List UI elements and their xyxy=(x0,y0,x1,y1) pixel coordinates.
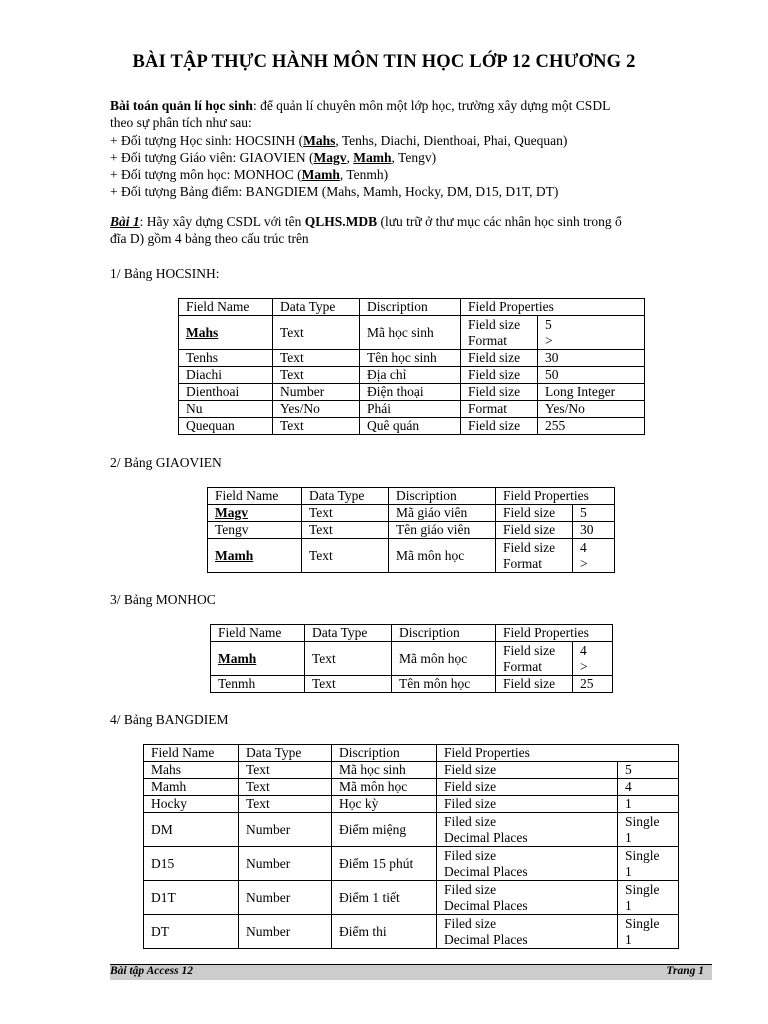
description: Phái xyxy=(360,401,461,418)
property-value: 5 xyxy=(573,505,615,522)
table-bangdiem xyxy=(143,744,679,949)
property-name: Field size xyxy=(461,350,538,367)
description: Điểm thi xyxy=(332,915,437,949)
data-type: Text xyxy=(239,779,332,796)
prop: Field size xyxy=(468,316,521,332)
data-type: Text xyxy=(239,796,332,813)
data-type: Text xyxy=(305,642,392,676)
val: 4 xyxy=(580,642,587,658)
data-type: Text xyxy=(239,762,332,779)
field-name: Mamh xyxy=(144,779,239,796)
intro-lead-rest: : để quản lí chuyên môn một lớp học, trường xây dựng một CSDL xyxy=(252,98,611,113)
header-cell: Data Type xyxy=(302,488,389,505)
data-type: Text xyxy=(273,350,360,367)
property-name xyxy=(496,539,573,573)
table-header-row xyxy=(208,488,615,505)
property-value xyxy=(618,915,679,949)
data-type: Number xyxy=(239,915,332,949)
intro-line-2: theo sự phân tích như sau: xyxy=(110,115,252,131)
text: + Đối tượng Giáo viên: GIAOVIEN ( xyxy=(110,149,314,165)
description: Quê quán xyxy=(360,418,461,435)
header-cell: Field Name xyxy=(211,625,305,642)
table-row xyxy=(144,881,679,915)
text: , Tengv) xyxy=(391,149,437,165)
property-value: 25 xyxy=(573,676,613,693)
field-name: DM xyxy=(144,813,239,847)
field-name: Diachi xyxy=(179,367,273,384)
table-row xyxy=(211,642,613,676)
description: Tên môn học xyxy=(392,676,496,693)
val: 1 xyxy=(625,931,632,947)
intro-lead: Bài toán quản lí học sinh xyxy=(110,98,253,113)
description: Mã môn học xyxy=(392,642,496,676)
text: (lưu trữ ở thư mục các nhân học sinh trong ổ xyxy=(377,214,622,229)
property-value xyxy=(538,316,645,350)
field-name: D15 xyxy=(144,847,239,881)
data-type: Text xyxy=(302,522,389,539)
val: 5 xyxy=(545,316,552,332)
primary-key: Mamh xyxy=(301,167,340,183)
data-type: Text xyxy=(273,316,360,350)
val: 1 xyxy=(625,829,632,845)
field-name: D1T xyxy=(144,881,239,915)
header-cell: Data Type xyxy=(273,299,360,316)
field-name: Mahs xyxy=(144,762,239,779)
property-value xyxy=(573,642,613,676)
property-value: 4 xyxy=(618,779,679,796)
val: Single xyxy=(625,915,660,931)
property-value: Yes/No xyxy=(538,401,645,418)
text: + Đối tượng Học sinh: HOCSINH ( xyxy=(110,132,304,148)
description: Điểm 1 tiết xyxy=(332,881,437,915)
intro-hocsinh xyxy=(110,132,710,149)
primary-key: Mamh xyxy=(353,149,392,165)
table-row xyxy=(208,539,615,573)
section-monhoc: 3/ Bảng MONHOC xyxy=(110,592,216,607)
table-row xyxy=(179,350,645,367)
description: Học kỳ xyxy=(332,796,437,813)
data-type: Number xyxy=(239,813,332,847)
property-name: Field size xyxy=(437,779,618,796)
property-name xyxy=(437,813,618,847)
field-name: Mahs xyxy=(179,316,273,350)
property-name: Field size xyxy=(461,367,538,384)
text: , xyxy=(346,149,354,165)
property-name: Field size xyxy=(496,676,573,693)
table-header-row xyxy=(144,745,679,762)
table-row xyxy=(179,384,645,401)
header-cell: Field Properties xyxy=(496,625,613,642)
table-hocsinh xyxy=(178,298,645,435)
exercise-1 xyxy=(110,213,710,248)
header-cell: Data Type xyxy=(305,625,392,642)
section-giaovien: 2/ Bảng GIAOVIEN xyxy=(110,455,222,470)
footer-page-number: Trang 1 xyxy=(666,965,704,977)
property-value: 30 xyxy=(538,350,645,367)
val: Single xyxy=(625,813,660,829)
description: Địa chỉ xyxy=(360,367,461,384)
header-cell: Field Name xyxy=(179,299,273,316)
header-cell: Discription xyxy=(392,625,496,642)
page-title: BÀI TẬP THỰC HÀNH MÔN TIN HỌC LỚP 12 CHƯƠNG 2 xyxy=(132,52,636,72)
field-name: Quequan xyxy=(179,418,273,435)
field-name: Magv xyxy=(208,505,302,522)
property-value: 255 xyxy=(538,418,645,435)
field-name: Tenmh xyxy=(211,676,305,693)
field-name: Mamh xyxy=(211,642,305,676)
header-cell: Discription xyxy=(332,745,437,762)
property-name: Format xyxy=(461,401,538,418)
field-name: Dienthoai xyxy=(179,384,273,401)
property-value xyxy=(573,539,615,573)
val: 4 xyxy=(580,539,587,555)
val: 1 xyxy=(625,897,632,913)
header-cell: Field Properties xyxy=(496,488,615,505)
header-cell: Data Type xyxy=(239,745,332,762)
field-name: Tenhs xyxy=(179,350,273,367)
data-type: Text xyxy=(305,676,392,693)
intro-monhoc xyxy=(110,166,710,183)
prop: Decimal Places xyxy=(444,863,528,879)
exercise-line-2: đĩa D) gồm 4 bảng theo cấu trúc trên xyxy=(110,231,309,247)
property-value xyxy=(618,881,679,915)
table-row xyxy=(144,796,679,813)
description: Điểm miệng xyxy=(332,813,437,847)
val: > xyxy=(580,658,588,674)
property-name xyxy=(437,915,618,949)
primary-key: Magv xyxy=(313,149,347,165)
table-row xyxy=(144,813,679,847)
field-name: Hocky xyxy=(144,796,239,813)
property-name: Field size xyxy=(461,384,538,401)
property-value: 1 xyxy=(618,796,679,813)
description: Mã học sinh xyxy=(332,762,437,779)
property-value xyxy=(618,847,679,881)
property-value: Long Integer xyxy=(538,384,645,401)
property-name: Field size xyxy=(496,522,573,539)
header-cell: Field Name xyxy=(144,745,239,762)
data-type: Text xyxy=(273,418,360,435)
field-name: Nu xyxy=(179,401,273,418)
description: Mã môn học xyxy=(389,539,496,573)
property-name xyxy=(437,847,618,881)
field-name: Tengv xyxy=(208,522,302,539)
description: Mã giáo viên xyxy=(389,505,496,522)
table-row xyxy=(211,676,613,693)
description: Tên học sinh xyxy=(360,350,461,367)
text: : Hãy xây dựng CSDL với tên xyxy=(139,214,305,229)
problem-intro xyxy=(110,97,710,201)
val: > xyxy=(580,555,588,571)
prop: Filed size xyxy=(444,915,497,931)
section-hocsinh: 1/ Bảng HOCSINH: xyxy=(110,266,220,281)
prop: Filed size xyxy=(444,881,497,897)
description: Mã môn học xyxy=(332,779,437,796)
table-row xyxy=(179,367,645,384)
description: Điểm 15 phút xyxy=(332,847,437,881)
page-footer xyxy=(110,964,712,980)
table-row xyxy=(208,505,615,522)
description: Mã học sinh xyxy=(360,316,461,350)
field-name: Mamh xyxy=(208,539,302,573)
header-cell: Field Properties xyxy=(461,299,645,316)
intro-line-1 xyxy=(110,97,710,114)
section-bangdiem: 4/ Bảng BANGDIEM xyxy=(110,712,229,727)
exercise-label: Bài 1 xyxy=(110,214,140,229)
table-row xyxy=(208,522,615,539)
prop: Format xyxy=(503,555,542,571)
table-giaovien xyxy=(207,487,615,573)
property-name: Filed size xyxy=(437,796,618,813)
table-row xyxy=(179,401,645,418)
table-header-row xyxy=(179,299,645,316)
field-name: DT xyxy=(144,915,239,949)
property-name: Field size xyxy=(437,762,618,779)
val: Single xyxy=(625,881,660,897)
val: Single xyxy=(625,847,660,863)
table-row xyxy=(144,847,679,881)
header-cell: Discription xyxy=(389,488,496,505)
description: Điện thoại xyxy=(360,384,461,401)
table-row xyxy=(179,316,645,350)
primary-key: Mahs xyxy=(303,132,336,148)
database-name: QLHS.MDB xyxy=(304,214,378,229)
footer-left: Bài tập Access 12 xyxy=(110,965,193,977)
data-type: Text xyxy=(273,367,360,384)
table-monhoc xyxy=(210,624,613,693)
table-row xyxy=(144,915,679,949)
prop: Filed size xyxy=(444,847,497,863)
property-value: 5 xyxy=(618,762,679,779)
header-cell: Discription xyxy=(360,299,461,316)
text: , Tenhs, Diachi, Dienthoai, Phai, Quequan) xyxy=(335,132,568,148)
property-value: 50 xyxy=(538,367,645,384)
exercise-line-1 xyxy=(110,213,710,230)
table-header-row xyxy=(211,625,613,642)
intro-giaovien xyxy=(110,149,710,166)
header-cell: Field Properties xyxy=(437,745,679,762)
description: Tên giáo viên xyxy=(389,522,496,539)
data-type: Number xyxy=(239,847,332,881)
table-row xyxy=(144,779,679,796)
data-type: Text xyxy=(302,505,389,522)
data-type: Yes/No xyxy=(273,401,360,418)
val: 1 xyxy=(625,863,632,879)
property-name xyxy=(461,316,538,350)
prop: Decimal Places xyxy=(444,829,528,845)
prop: Filed size xyxy=(444,813,497,829)
property-value: 30 xyxy=(573,522,615,539)
data-type: Number xyxy=(239,881,332,915)
prop: Decimal Places xyxy=(444,897,528,913)
val: > xyxy=(545,332,553,348)
property-value xyxy=(618,813,679,847)
table-row xyxy=(144,762,679,779)
property-name: Field size xyxy=(496,505,573,522)
prop: Decimal Places xyxy=(444,931,528,947)
prop: Format xyxy=(503,658,542,674)
table-row xyxy=(179,418,645,435)
property-name xyxy=(496,642,573,676)
prop: Format xyxy=(468,332,507,348)
property-name xyxy=(437,881,618,915)
text: , Tenmh) xyxy=(339,167,389,183)
property-name: Field size xyxy=(461,418,538,435)
prop: Field size xyxy=(503,539,556,555)
text: + Đối tượng môn học: MONHOC ( xyxy=(110,167,302,183)
header-cell: Field Name xyxy=(208,488,302,505)
intro-bangdiem: + Đối tượng Bảng điểm: BANGDIEM (Mahs, Mamh, Hocky, DM, D15, D1T, DT) xyxy=(110,184,559,200)
data-type: Text xyxy=(302,539,389,573)
prop: Field size xyxy=(503,642,556,658)
data-type: Number xyxy=(273,384,360,401)
